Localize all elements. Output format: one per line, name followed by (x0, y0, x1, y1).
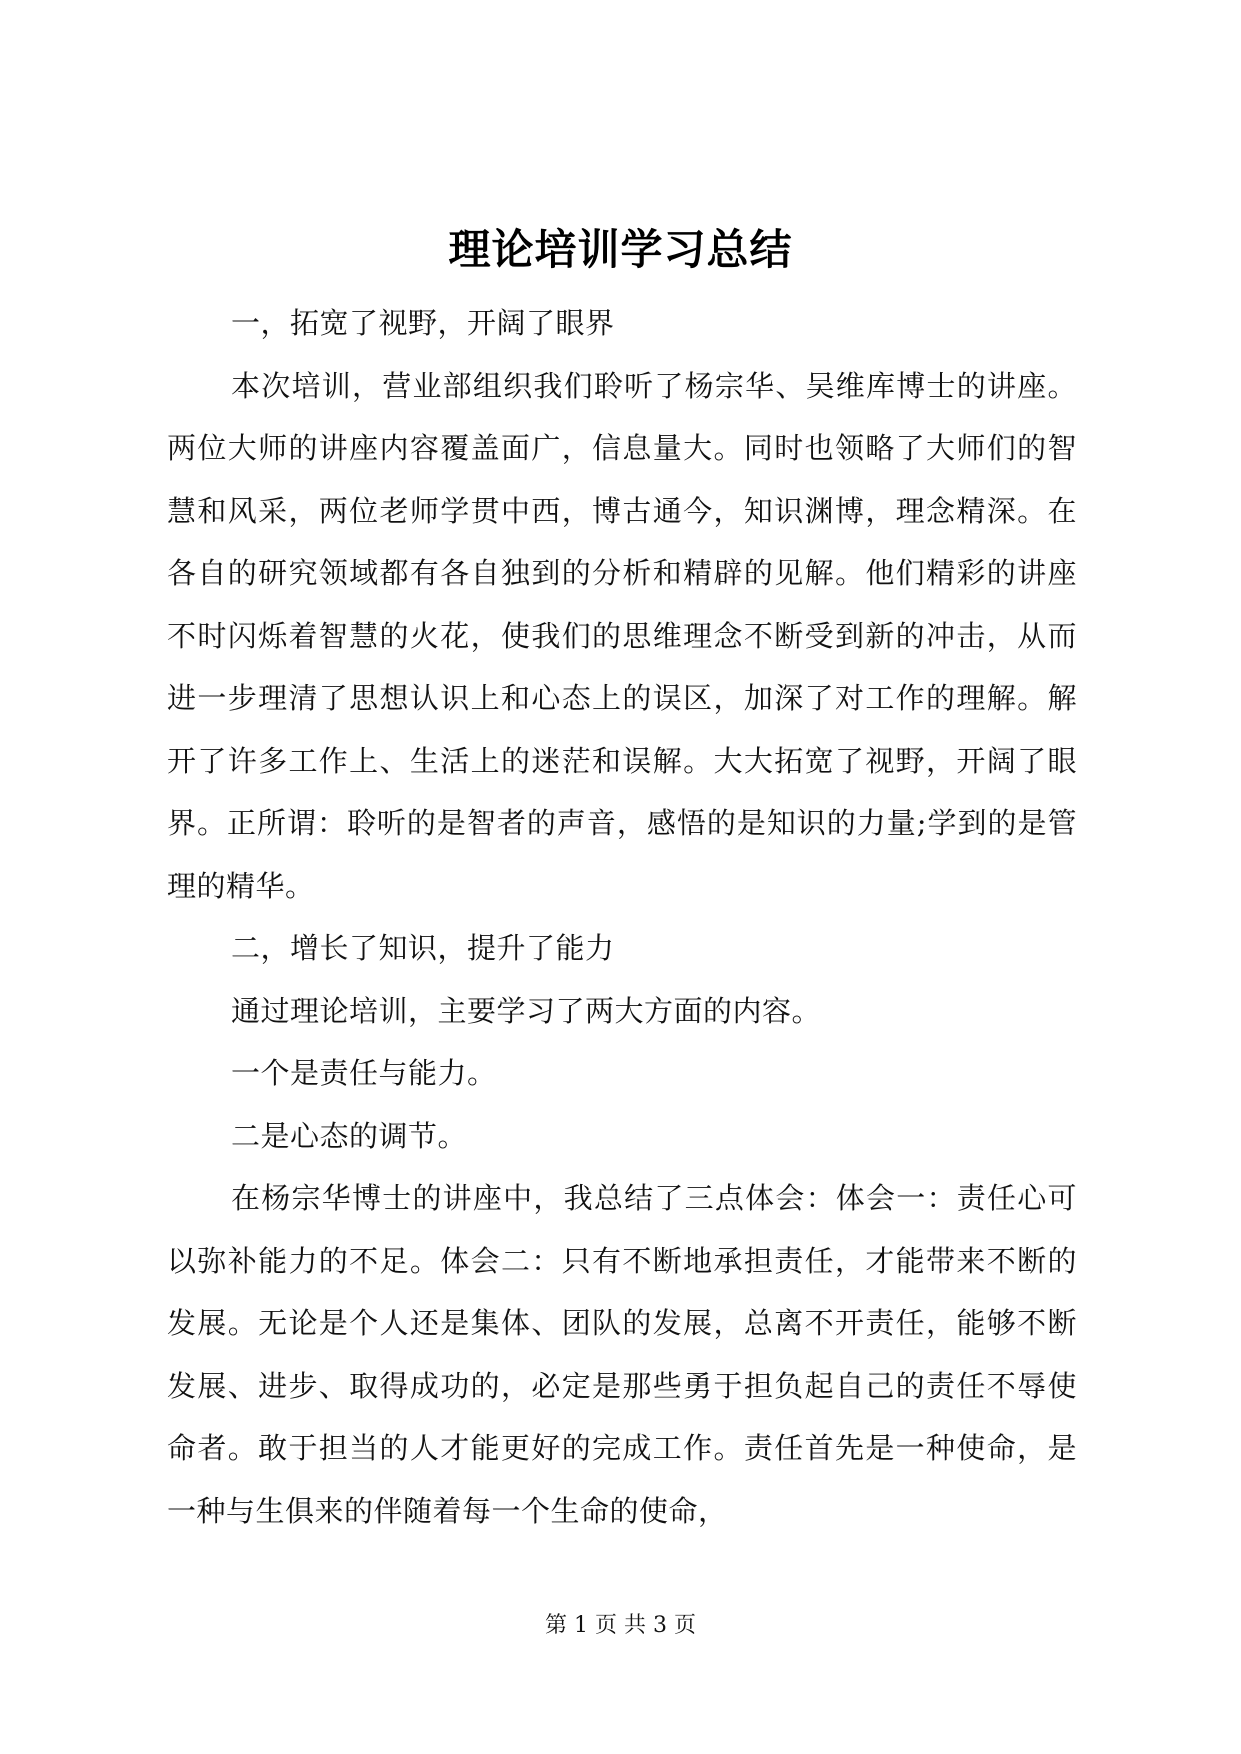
section-heading-1: 一，拓宽了视野，开阔了眼界 (231, 306, 615, 340)
document-body (167, 292, 1077, 1542)
page-footer: 第 1 页 共 3 页 (545, 1613, 696, 1638)
document-title: 理论培训学习总结 (448, 225, 793, 274)
paragraph-5: 在杨宗华博士的讲座中，我总结了三点体会：体会一：责任心可以弥补能力的不足。体会二：只有不断地承担责任，才能带来不断的发展。无论是个人还是集体、团队的发展，总离不开责任，能够不断发展、进步、取得成功的，必定是那些勇于担负起自己的责任不辱使命者。敢于担当的人才能更好的完成工作。责任首先是一种使命，是一种与生俱来的伴随着每一个生命的使命， (167, 1181, 1077, 1528)
paragraph-1: 本次培训，营业部组织我们聆听了杨宗华、吴维库博士的讲座。两位大师的讲座内容覆盖面广，信息量大。同时也领略了大师们的智慧和风采，两位老师学贯中西，博古通今，知识渊博，理念精深。在各自的研究领域都有各自独到的分析和精辟的见解。他们精彩的讲座不时闪烁着智慧的火花，使我们的思维理念不断受到新的冲击，从而进一步理清了思想认识上和心态上的误区，加深了对工作的理解。解开了许多工作上、生活上的迷茫和误解。大大拓宽了视野，开阔了眼界。正所谓：聆听的是智者的声音，感悟的是知识的力量;学到的是管理的精华。 (167, 368, 1077, 903)
paragraph-3: 一个是责任与能力。 (231, 1056, 497, 1090)
paragraph-2: 通过理论培训，主要学习了两大方面的内容。 (231, 993, 822, 1028)
section-heading-2: 二，增长了知识，提升了能力 (231, 931, 615, 965)
paragraph-4: 二是心态的调节。 (231, 1118, 468, 1153)
